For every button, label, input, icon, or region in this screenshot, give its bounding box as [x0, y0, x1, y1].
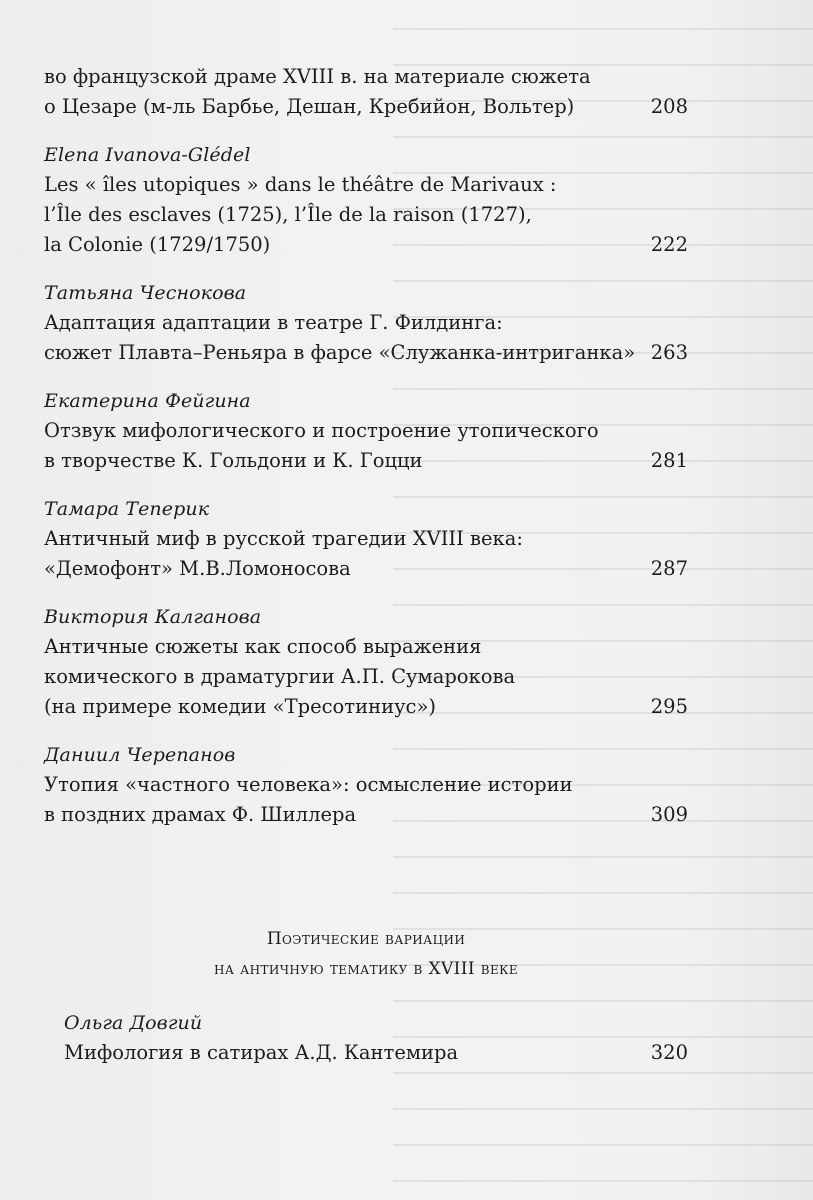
toc-entry — [64, 1008, 688, 1068]
toc-entry — [44, 494, 688, 584]
section-heading-line: на античную тематику в XVIII веке — [213, 959, 519, 979]
entry-title-text: Мифология в сатирах А.Д. Кантемира — [64, 1041, 459, 1064]
entry-title-text: la Colonie (1729/1750) — [44, 233, 271, 256]
entry-author: Ольга Довгий — [64, 1012, 203, 1034]
entry-title-line — [44, 800, 688, 830]
entry-title-line: комического в драматургии А.П. Сумарокова — [44, 665, 516, 688]
toc-entry — [44, 278, 688, 368]
page-number: 281 — [650, 449, 688, 472]
page-number: 263 — [650, 341, 688, 364]
entry-title-text: сюжет Плавта–Реньяра в фарсе «Служанка-интриганка» — [44, 341, 636, 364]
entry-author: Виктория Калганова — [44, 606, 262, 628]
section-heading — [44, 924, 688, 984]
page-number: 287 — [650, 557, 688, 580]
page-number: 208 — [650, 95, 688, 118]
entry-author: Екатерина Фейгина — [44, 390, 251, 412]
toc-entry — [44, 62, 688, 122]
entry-title-line: Адаптация адаптации в театре Г. Филдинга: — [44, 311, 503, 334]
entry-title-text: (на примере комедии «Тресотиниус») — [44, 695, 436, 718]
entry-title-text: в творчестве К. Гольдони и К. Гоцци — [44, 449, 423, 472]
toc-entry — [44, 386, 688, 476]
entry-title-text: о Цезаре (м-ль Барбье, Дешан, Кребийон, Вольтер) — [44, 95, 575, 118]
toc-entry — [44, 602, 688, 722]
entry-author: Татьяна Чеснокова — [44, 282, 247, 304]
entry-title-line — [44, 338, 688, 368]
page-number: 309 — [650, 803, 688, 826]
entry-title-line: Отзвук мифологического и построение утопического — [44, 419, 599, 442]
entry-title-line: Утопия «частного человека»: осмысление истории — [44, 773, 573, 796]
entry-title-line: Античные сюжеты как способ выражения — [44, 635, 482, 658]
page-number: 295 — [650, 695, 688, 718]
table-of-contents — [44, 62, 688, 848]
toc-entry — [44, 140, 688, 260]
entry-title-line — [44, 554, 688, 584]
section-heading-line: Поэтические вариации — [266, 929, 466, 949]
entry-title-line — [44, 446, 688, 476]
entry-title-text: в поздних драмах Ф. Шиллера — [44, 803, 357, 826]
entry-author: Даниил Черепанов — [44, 744, 236, 766]
toc-entry — [44, 740, 688, 830]
entry-title-line: во французской драме XVIII в. на материале сюжета — [44, 65, 591, 88]
entry-title-line: Les « îles utopiques » dans le théâtre de Marivaux : — [44, 173, 557, 196]
entry-author: Elena Ivanova-Glédel — [44, 144, 251, 166]
entry-title-line — [44, 230, 688, 260]
page-number: 222 — [650, 233, 688, 256]
entry-title-text: «Демофонт» М.В.Ломоносова — [44, 557, 351, 580]
page-number: 320 — [650, 1041, 688, 1064]
entry-author: Тамара Теперик — [44, 498, 210, 520]
entry-title-line: Античный миф в русской трагедии XVIII века: — [44, 527, 523, 550]
entry-title-line — [64, 1038, 688, 1068]
entry-title-line — [44, 692, 688, 722]
entry-title-line: l’Île des esclaves (1725), l’Île de la raison (1727), — [44, 203, 532, 226]
entry-title-line — [44, 92, 688, 122]
